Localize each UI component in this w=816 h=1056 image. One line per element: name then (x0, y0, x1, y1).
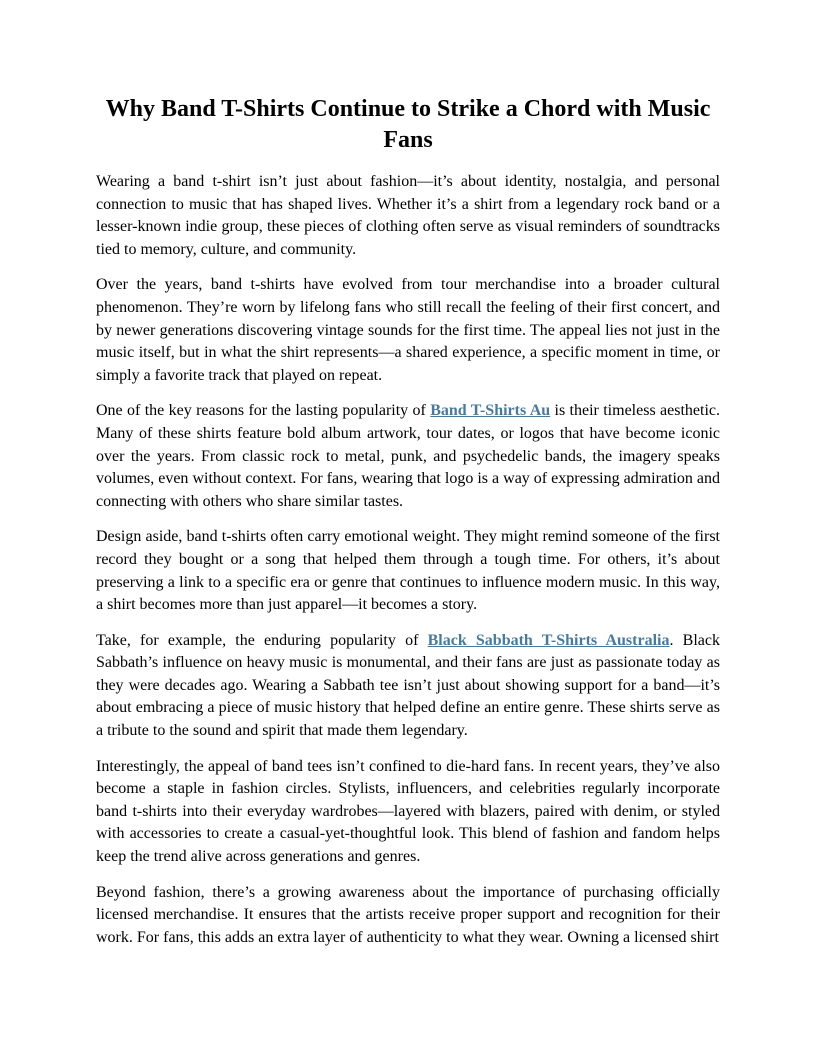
paragraph-1: Wearing a band t-shirt isn’t just about fashion—it’s about identity, nostalgia, and personal connection to music that has shaped lives. Whether it’s a shirt from a legendary rock band or a lesser-known indie group, these pieces of clothing often serve as visual reminders of soundtracks tied to memory, culture, and community. (96, 173, 720, 258)
band-tshirts-au-link[interactable]: Band T-Shirts Au (430, 402, 551, 420)
page-title: Why Band T-Shirts Continue to Strike a Chord with Music Fans (105, 96, 711, 153)
paragraph-5 (96, 630, 720, 743)
paragraph-7: Beyond fashion, there’s a growing awareness about the importance of purchasing officially licensed merchandise. It ensures that the artists receive proper support and recognition for their work. For fans, this adds an extra layer of authenticity to what they wear. Owning a licensed shirt (96, 883, 720, 946)
black-sabbath-tshirts-link[interactable]: Black Sabbath T-Shirts Australia (427, 631, 670, 649)
document-page (96, 94, 720, 962)
paragraph-3 (96, 400, 720, 513)
paragraph-5-trail-text: . Black Sabbath’s influence on heavy music is monumental, and their fans are just as passionate today as they were decades ago. Wearing a Sabbath tee isn’t just about showing support for a band—it’s about embracing a piece of music history that helped define an entire genre. These shirts serve as a tribute to the sound and spirit that made them legendary. (96, 631, 720, 740)
paragraph-4: Design aside, band t-shirts often carry emotional weight. They might remind someone of the first record they bought or a song that helped them through a tough time. For others, it’s about preserving a link to a specific era or genre that continues to influence modern music. In this way, a shirt becomes more than just apparel—it becomes a story. (96, 528, 720, 614)
paragraph-3-lead-text: One of the key reasons for the lasting popularity of (96, 402, 431, 420)
paragraph-2: Over the years, band t-shirts have evolved from tour merchandise into a broader cultural phenomenon. They’re worn by lifelong fans who still recall the feeling of their first concert, and by newer generations discovering vintage sounds for the first time. The appeal lies not just in the music itself, but in what the shirt represents—a shared experience, a specific moment in time, or simply a favorite track that played on repeat. (96, 276, 720, 384)
paragraph-5-lead-text: Take, for example, the enduring popularity of (96, 631, 428, 649)
paragraph-6: Interestingly, the appeal of band tees isn’t confined to die-hard fans. In recent years, they’ve also become a staple in fashion circles. Stylists, influencers, and celebrities regularly incorporate band t-shirts into their everyday wardrobes—layered with blazers, paired with denim, or styled with accessories to create a casual-yet-thoughtful look. This blend of fashion and fandom helps keep the trend alive across generations and genres. (96, 757, 720, 866)
paragraph-3-trail-text: is their timeless aesthetic. Many of these shirts feature bold album artwork, tour dates, or logos that have become iconic over the years. From classic rock to metal, punk, and psychedelic bands, the imagery speaks volumes, even without context. For fans, wearing that logo is a way of expressing admiration and connecting with others who share similar tastes. (96, 402, 721, 510)
